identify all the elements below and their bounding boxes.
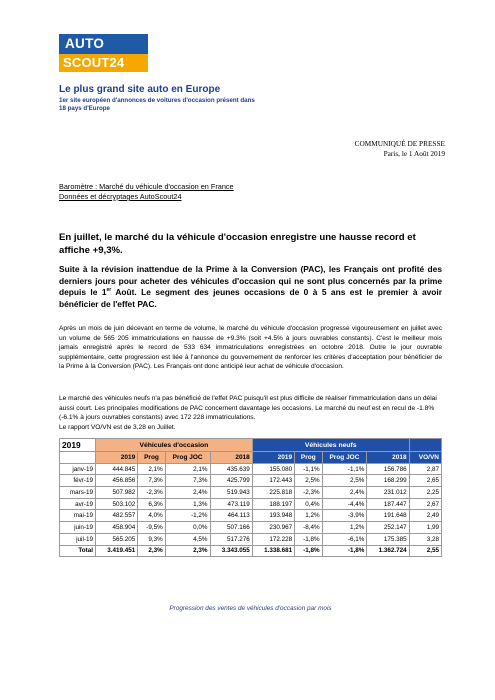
column-header: Prog JOC <box>322 452 367 464</box>
table-cell: juil-19 <box>60 533 96 545</box>
table-cell: 6,3% <box>138 498 165 510</box>
table-cell: 2,1% <box>138 463 165 475</box>
table-cell: 456.856 <box>95 475 137 487</box>
table-cell: 4,0% <box>138 510 165 522</box>
body-paragraph-2-line: Le rapport VO/VN est de 3,28 en Juillet. <box>59 423 176 431</box>
table-row <box>60 522 442 534</box>
table-cell: 3,28 <box>409 533 441 545</box>
group-header-empty <box>409 439 441 452</box>
column-header: 2019 <box>95 452 137 464</box>
column-header <box>60 452 96 464</box>
table-cell: 458.904 <box>95 522 137 534</box>
logo-scout24: SCOUT24 <box>59 54 148 72</box>
table-cell: 187.447 <box>367 498 409 510</box>
table-cell: 0,0% <box>165 522 210 534</box>
table-column-headers <box>60 452 442 464</box>
tagline: Le plus grand site auto en Europe <box>59 84 221 95</box>
table-cell: 3.419.451 <box>95 545 137 557</box>
table-cell: 1,2% <box>295 510 322 522</box>
table-cell: 175.385 <box>367 533 409 545</box>
table-cell: 188.197 <box>252 498 294 510</box>
table-cell: 565.205 <box>95 533 137 545</box>
table-cell: 156.786 <box>367 463 409 475</box>
press-header <box>355 139 445 158</box>
table-cell: 482.557 <box>95 510 137 522</box>
table-cell: -1,8% <box>322 545 367 557</box>
table-cell: 225.818 <box>252 487 294 499</box>
press-date: Paris, le 1 Août 2019 <box>383 148 445 158</box>
table-cell: 517.276 <box>210 533 252 545</box>
table-cell: juin-19 <box>60 522 96 534</box>
column-header: Prog <box>295 452 322 464</box>
table-cell: -8,4% <box>295 522 322 534</box>
table-cell: 2,4% <box>322 487 367 499</box>
table-cell: 2,65 <box>409 475 441 487</box>
logo-auto: AUTO <box>59 34 148 54</box>
table-cell: -1,8% <box>295 545 322 557</box>
table-cell: 1.362.724 <box>367 545 409 557</box>
barometer-line-2: Données et décryptages AutoScout24 <box>59 192 182 201</box>
table-cell: 2,5% <box>322 475 367 487</box>
table-cell: -3,9% <box>322 510 367 522</box>
table-cell: 9,3% <box>138 533 165 545</box>
lead-part-2: Août. Le segment des jeunes occasions de 0 à 5 ans est le premier à avoir bénéficier de l'effet PAC. <box>59 287 442 309</box>
table-cell: -4,4% <box>322 498 367 510</box>
press-label: COMMUNIQUÉ DE PRESSE <box>354 139 445 148</box>
table-cell: févr-19 <box>60 475 96 487</box>
autoscout24-logo <box>59 34 148 72</box>
headline: En juillet, le marché du la véhicule d'occasion enregistre une hausse record et affiche +9,3%. <box>59 232 416 256</box>
table-row <box>60 510 442 522</box>
table-cell: 172.443 <box>252 475 294 487</box>
table-cell: 7,3% <box>138 475 165 487</box>
table-cell: 172.228 <box>252 533 294 545</box>
group-header-vo: Véhicules d'occasion <box>95 439 252 452</box>
table-cell: -2,3% <box>295 487 322 499</box>
body-paragraph-2 <box>59 394 442 432</box>
table-cell: 444.845 <box>95 463 137 475</box>
column-header: 2018 <box>367 452 409 464</box>
group-header-vn: Véhicules neufs <box>252 439 409 452</box>
table-row <box>60 533 442 545</box>
table-cell: 2,5% <box>295 475 322 487</box>
lead-part-1: Suite à la révision inattendue de la Prime à la Conversion (PAC), les Français ont profité des derniers jours pour acheter des véhicules d'occasion qui ne sont plus concernés par la prime depuis le 1 <box>59 264 442 298</box>
lead-sup: er <box>106 287 112 294</box>
column-header: 2018 <box>210 452 252 464</box>
table-cell: 1.338.681 <box>252 545 294 557</box>
table-row <box>60 463 442 475</box>
table-cell: 2,1% <box>165 463 210 475</box>
table-cell: 168.299 <box>367 475 409 487</box>
table-cell: 7,3% <box>165 475 210 487</box>
table-cell: 507.982 <box>95 487 137 499</box>
table-cell: avr-19 <box>60 498 96 510</box>
lead-paragraph <box>59 264 442 310</box>
table-cell: mars-19 <box>60 487 96 499</box>
table-cell: 519.943 <box>210 487 252 499</box>
barometer-line-1: Baromètre : Marché du véhicule d'occasion en France <box>59 182 234 191</box>
table-cell: 0,4% <box>295 498 322 510</box>
body-paragraph-2-line: Le marché des véhicules neufs n'a pas bénéficié de l'effet PAC puisqu'il est plus difficile de réaliser l'immatriculation dans un délai aussi court. Les principales modifications de PAC concernent davantage les occasions. Le marché du neuf est en recul de -1.8% (-6.1% à jours ouvrables constants) avec 172 228 immatriculations. <box>59 395 437 422</box>
table-cell: 155.080 <box>252 463 294 475</box>
table-cell: 193.948 <box>252 510 294 522</box>
table-row <box>60 475 442 487</box>
table-cell: -2,3% <box>138 487 165 499</box>
table-cell: -1,8% <box>295 533 322 545</box>
table-cell: 503.102 <box>95 498 137 510</box>
table-cell: Total <box>60 545 96 557</box>
table-cell: 2,67 <box>409 498 441 510</box>
column-header: Prog JOC <box>165 452 210 464</box>
table-cell: 1,99 <box>409 522 441 534</box>
barometer-title <box>59 182 234 202</box>
table-cell: mai-19 <box>60 510 96 522</box>
table-cell: -1,2% <box>165 510 210 522</box>
tagline-sub: 1er site européen d'annonces de voitures d'occasion présent dans 18 pays d'Europe <box>59 97 255 112</box>
body-paragraph-1: Après un mois de juin décevant en terme de volume, le marché du véhicule d'occasion progresse vigoureusement en juillet avec un volume de 565 205 immatriculations en hausse de +9.3% (soit +4.5% à jours ouvrables constants). C'est le meilleur mois jamais enregistré après le record de 533 634 immatriculations enregistrées en octobre 2018. Outre le jour ouvrable supplémentaire, cette progression est liée à l'annonce du gouvernement de renforcer les critères d'acceptation pour bénéficier de la Prime à la Conversion (PAC). Les Français ont donc anticipé leur achat de véhicule d'occasion. <box>59 325 442 371</box>
column-header: Prog <box>138 452 165 464</box>
table-cell: 2,3% <box>138 545 165 557</box>
table-cell: -1,1% <box>322 463 367 475</box>
table-row <box>60 487 442 499</box>
table-cell: 2,4% <box>165 487 210 499</box>
table-cell: 2,55 <box>409 545 441 557</box>
table-row <box>60 498 442 510</box>
table-cell: 507.166 <box>210 522 252 534</box>
table-cell: 230.967 <box>252 522 294 534</box>
column-header: VO/VN <box>409 452 441 464</box>
table-cell: 435.639 <box>210 463 252 475</box>
table-cell: 191.648 <box>367 510 409 522</box>
table-cell: 473.119 <box>210 498 252 510</box>
table-cell: 2,25 <box>409 487 441 499</box>
table-cell: 464.113 <box>210 510 252 522</box>
table-cell: janv-19 <box>60 463 96 475</box>
table-total-row <box>60 545 442 557</box>
table-cell: 425.799 <box>210 475 252 487</box>
column-header: 2019 <box>252 452 294 464</box>
table-cell: 2,87 <box>409 463 441 475</box>
table-cell: 1,3% <box>165 498 210 510</box>
table-cell: -1,1% <box>295 463 322 475</box>
table-cell: 252.147 <box>367 522 409 534</box>
table-cell: -6,1% <box>322 533 367 545</box>
table-cell: 231.012 <box>367 487 409 499</box>
table-year: 2019 <box>60 439 96 452</box>
sales-table <box>59 438 442 557</box>
table-cell: -9,5% <box>138 522 165 534</box>
table-cell: 4,5% <box>165 533 210 545</box>
table-cell: 1,2% <box>322 522 367 534</box>
table-cell: 2,49 <box>409 510 441 522</box>
table-caption: Progression des ventes de véhicules d'occasion par mois <box>169 605 332 612</box>
table-cell: 3.343.055 <box>210 545 252 557</box>
table-cell: 2,3% <box>165 545 210 557</box>
